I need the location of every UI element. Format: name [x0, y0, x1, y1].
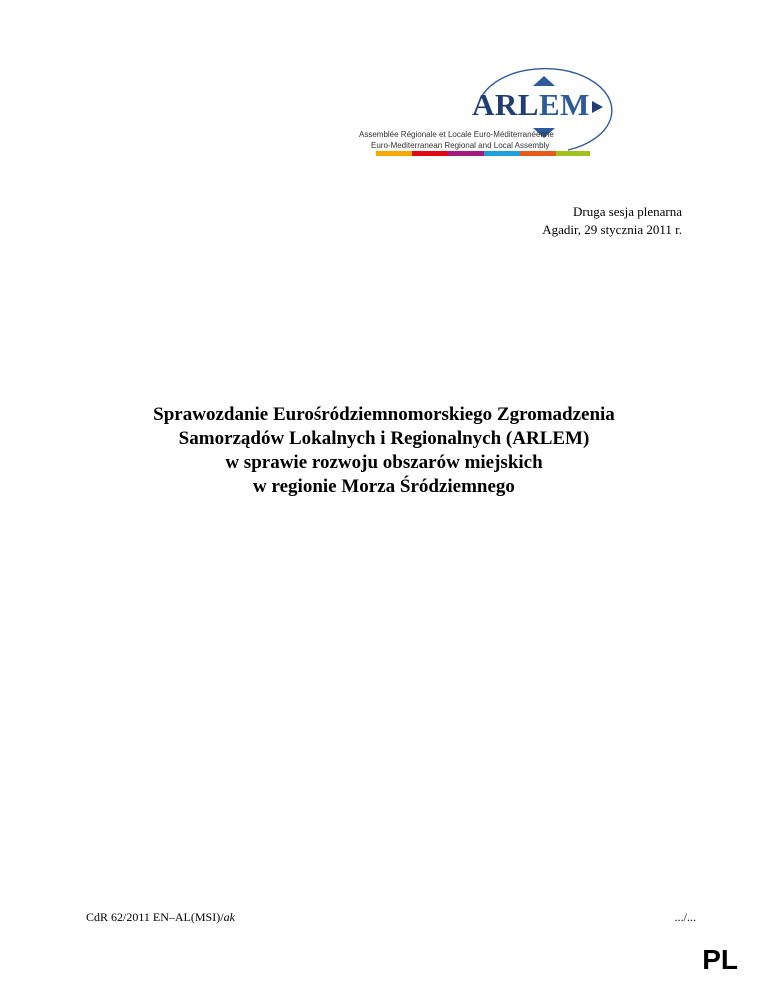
logo-subtitle-en: Euro-Mediterranean Regional and Local Assembly	[371, 141, 550, 150]
title-line-4: w regionie Morza Śródziemnego	[253, 476, 515, 497]
logo-color-bar-red	[412, 151, 448, 156]
continuation-mark: .../...	[674, 910, 696, 924]
logo-color-bar-purple	[448, 151, 484, 156]
title-line-2: Samorządów Lokalnych i Regionalnych (ARLEM)	[178, 428, 590, 449]
document-reference-code: CdR 62/2011 EN–AL(MSI)/	[86, 910, 224, 924]
logo-color-bar-green	[556, 151, 590, 156]
language-code: PL	[702, 944, 738, 975]
session-name: Druga sesja plenarna	[572, 204, 682, 219]
logo-color-bar-yellow	[376, 151, 412, 156]
logo-wordmark-part2: EM	[538, 87, 590, 122]
session-place-date: Agadir, 29 stycznia 2011 r.	[542, 222, 682, 237]
session-info	[542, 203, 682, 239]
title-line-3: w sprawie rozwoju obszarów miejskich	[225, 452, 543, 473]
title-line-1: Sprawozdanie Eurośródziemnomorskiego Zgromadzenia	[153, 404, 615, 425]
logo-wordmark	[472, 87, 590, 123]
document-reference	[86, 910, 235, 925]
arlem-logo	[350, 52, 620, 164]
logo-subtitle-fr: Assemblée Régionale et Locale Euro-Méditerranéenne	[359, 130, 554, 139]
logo-color-bar-orange	[520, 151, 556, 156]
logo-wordmark-part1: ARL	[472, 87, 539, 122]
document-title	[60, 403, 708, 499]
logo-color-bar-cyan	[484, 151, 520, 156]
document-reference-suffix: ak	[223, 910, 235, 924]
